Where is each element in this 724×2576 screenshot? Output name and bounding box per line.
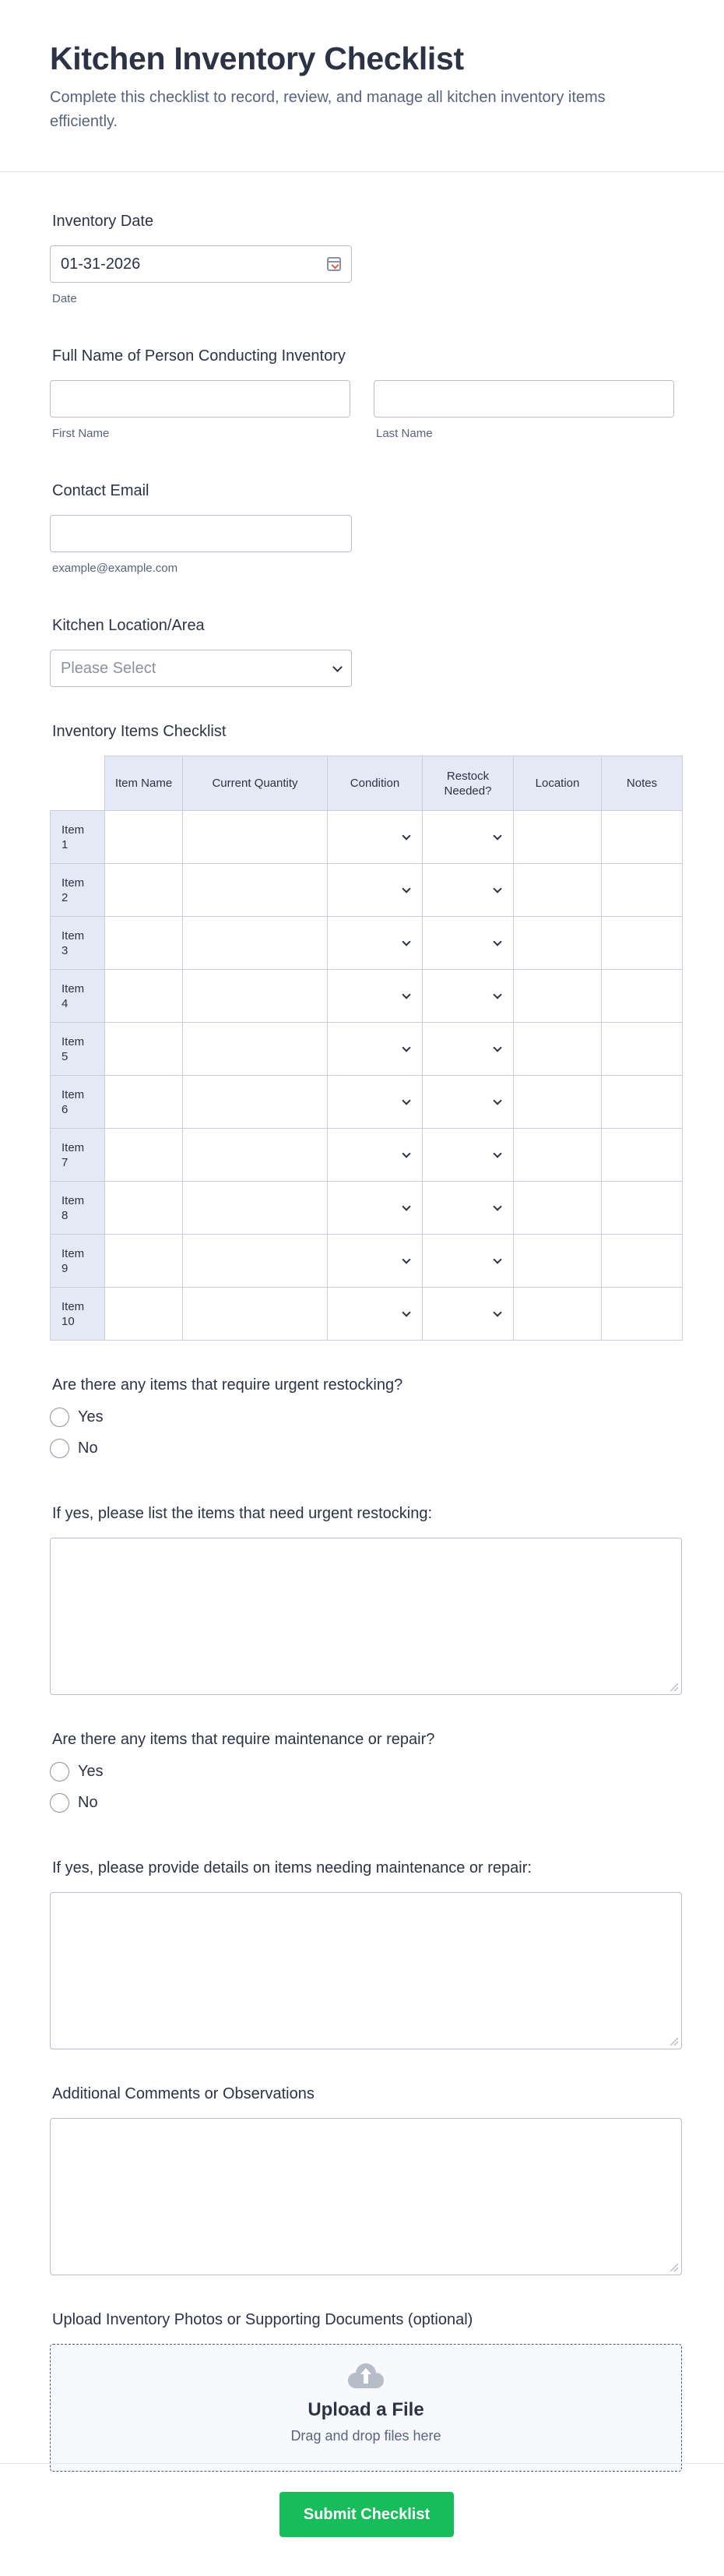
- urgent-yes-radio[interactable]: [50, 1408, 69, 1427]
- page-subtitle: Complete this checklist to record, review, and manage all kitchen inventory items efficiently.: [50, 89, 606, 130]
- matrix-input-cell[interactable]: [514, 970, 602, 1023]
- first-name-input[interactable]: [50, 380, 350, 418]
- matrix-input-cell[interactable]: [602, 917, 683, 970]
- matrix-input-cell[interactable]: [183, 1129, 328, 1182]
- table-row: [51, 1288, 683, 1341]
- matrix-input-cell[interactable]: [602, 1288, 683, 1341]
- upload-subtitle: Drag and drop files here: [290, 2428, 441, 2444]
- matrix-column-header: Current Quantity: [183, 756, 328, 811]
- matrix-input-cell[interactable]: [183, 1288, 328, 1341]
- matrix-input-cell[interactable]: [105, 1129, 183, 1182]
- matrix-input-cell[interactable]: [183, 864, 328, 917]
- cloud-upload-icon: [348, 2363, 384, 2388]
- matrix-row-header: Item 6: [51, 1076, 105, 1129]
- chevron-down-icon: [493, 1043, 501, 1052]
- matrix-row-header: Item 7: [51, 1129, 105, 1182]
- urgent-restock-label: Are there any items that require urgent restocking?: [52, 1376, 403, 1394]
- email-label: Contact Email: [52, 482, 149, 499]
- form-body: [0, 211, 724, 2472]
- chevron-down-icon: [402, 1096, 410, 1105]
- matrix-input-cell[interactable]: [602, 864, 683, 917]
- matrix-input-cell[interactable]: [514, 864, 602, 917]
- matrix-input-cell[interactable]: [514, 811, 602, 864]
- form-header: [0, 0, 724, 172]
- resize-grip-icon[interactable]: [670, 1683, 678, 1691]
- full-name-field: [50, 346, 674, 440]
- matrix-column-header: Condition: [328, 756, 423, 811]
- matrix-column-header: Notes: [602, 756, 683, 811]
- maintenance-field: [50, 1729, 674, 1813]
- matrix-dropdown-cell[interactable]: [328, 811, 423, 864]
- maintenance-yes-radio[interactable]: [50, 1762, 69, 1781]
- matrix-column-header: Location: [514, 756, 602, 811]
- matrix-dropdown-cell[interactable]: [328, 1288, 423, 1341]
- table-row: [51, 1129, 683, 1182]
- matrix-row-header: Item 1: [51, 811, 105, 864]
- maintenance-yes-option[interactable]: [50, 1762, 674, 1781]
- table-row: [51, 811, 683, 864]
- matrix-dropdown-cell[interactable]: [423, 864, 514, 917]
- urgent-yes-label: Yes: [78, 1408, 104, 1425]
- location-field: [50, 615, 674, 687]
- resize-grip-icon[interactable]: [670, 2264, 678, 2271]
- matrix-input-cell[interactable]: [105, 917, 183, 970]
- maintenance-details-textarea[interactable]: [50, 1892, 682, 2049]
- matrix-input-cell[interactable]: [105, 1023, 183, 1076]
- first-name-sublabel: First Name: [52, 427, 110, 440]
- matrix-dropdown-cell[interactable]: [423, 1129, 514, 1182]
- chevron-down-icon: [402, 884, 410, 893]
- chevron-down-icon: [402, 1255, 410, 1263]
- matrix-header-row: [51, 756, 683, 811]
- urgent-no-option[interactable]: [50, 1439, 674, 1458]
- matrix-dropdown-cell[interactable]: [423, 1182, 514, 1235]
- matrix-input-cell[interactable]: [602, 1182, 683, 1235]
- matrix-dropdown-cell[interactable]: [328, 1235, 423, 1288]
- checklist-label: Inventory Items Checklist: [52, 723, 227, 740]
- matrix-dropdown-cell[interactable]: [423, 970, 514, 1023]
- chevron-down-icon: [493, 1096, 501, 1105]
- comments-label: Additional Comments or Observations: [52, 2085, 315, 2102]
- matrix-dropdown-cell[interactable]: [328, 970, 423, 1023]
- matrix-row-header: Item 3: [51, 917, 105, 970]
- maintenance-no-radio[interactable]: [50, 1793, 69, 1813]
- table-row: [51, 1235, 683, 1288]
- chevron-down-icon: [402, 1202, 410, 1210]
- matrix-dropdown-cell[interactable]: [328, 1182, 423, 1235]
- urgent-restock-field: [50, 1375, 674, 1458]
- email-field: [50, 481, 674, 575]
- comments-field: [50, 2084, 674, 2275]
- matrix-input-cell[interactable]: [183, 1182, 328, 1235]
- table-row: [51, 970, 683, 1023]
- matrix-dropdown-cell[interactable]: [328, 864, 423, 917]
- page-title: Kitchen Inventory Checklist: [50, 41, 464, 76]
- table-row: [51, 1076, 683, 1129]
- inventory-date-field: [50, 211, 674, 305]
- matrix-input-cell[interactable]: [602, 811, 683, 864]
- matrix-row-header: Item 4: [51, 970, 105, 1023]
- matrix-row-header: Item 8: [51, 1182, 105, 1235]
- matrix-dropdown-cell[interactable]: [328, 1129, 423, 1182]
- chevron-down-icon: [493, 1202, 501, 1210]
- full-name-label: Full Name of Person Conducting Inventory: [52, 347, 346, 365]
- matrix-input-cell[interactable]: [105, 1288, 183, 1341]
- matrix-column-header: Restock Needed?: [423, 756, 514, 811]
- resize-grip-icon[interactable]: [670, 2038, 678, 2046]
- matrix-input-cell[interactable]: [105, 970, 183, 1023]
- matrix-dropdown-cell[interactable]: [423, 1076, 514, 1129]
- matrix-input-cell[interactable]: [183, 1076, 328, 1129]
- matrix-input-cell[interactable]: [514, 1129, 602, 1182]
- calendar-icon[interactable]: [327, 257, 341, 271]
- chevron-down-icon: [493, 937, 501, 946]
- chevron-down-icon: [402, 1043, 410, 1052]
- matrix-input-cell[interactable]: [183, 917, 328, 970]
- email-input[interactable]: [50, 515, 352, 552]
- matrix-input-cell[interactable]: [514, 917, 602, 970]
- matrix-input-cell[interactable]: [514, 1288, 602, 1341]
- matrix-body: [51, 811, 683, 1341]
- location-select[interactable]: [50, 650, 352, 687]
- matrix-input-cell[interactable]: [602, 1129, 683, 1182]
- location-placeholder: Please Select: [61, 659, 156, 677]
- urgent-no-label: No: [78, 1440, 98, 1457]
- matrix-dropdown-cell[interactable]: [423, 811, 514, 864]
- chevron-down-icon: [402, 1149, 410, 1158]
- matrix-dropdown-cell[interactable]: [423, 1235, 514, 1288]
- table-row: [51, 1182, 683, 1235]
- form-footer: [0, 2463, 724, 2576]
- matrix-input-cell[interactable]: [105, 864, 183, 917]
- chevron-down-icon: [493, 884, 501, 893]
- maintenance-no-label: No: [78, 1794, 98, 1811]
- urgent-list-textarea[interactable]: [50, 1538, 682, 1695]
- checklist-field: [50, 721, 674, 1341]
- matrix-row-header: Item 10: [51, 1288, 105, 1341]
- matrix-input-cell[interactable]: [514, 1235, 602, 1288]
- chevron-down-icon: [493, 990, 501, 999]
- last-name-input[interactable]: [374, 380, 674, 418]
- maintenance-label: Are there any items that require maintenance or repair?: [52, 1731, 435, 1748]
- urgent-list-field: [50, 1503, 674, 1695]
- urgent-yes-option[interactable]: [50, 1408, 674, 1427]
- inventory-date-input[interactable]: [50, 245, 352, 283]
- matrix-column-header: Item Name: [105, 756, 183, 811]
- matrix-input-cell[interactable]: [105, 1076, 183, 1129]
- upload-label: Upload Inventory Photos or Supporting Documents (optional): [52, 2311, 473, 2328]
- chevron-down-icon: [493, 1255, 501, 1263]
- file-upload-dropzone[interactable]: [50, 2344, 682, 2472]
- chevron-down-icon: [402, 990, 410, 999]
- matrix-input-cell[interactable]: [514, 1023, 602, 1076]
- maintenance-details-label: If yes, please provide details on items needing maintenance or repair:: [52, 1859, 532, 1876]
- submit-button[interactable]: Submit Checklist: [279, 2492, 454, 2537]
- matrix-input-cell[interactable]: [183, 1235, 328, 1288]
- matrix-dropdown-cell[interactable]: [423, 917, 514, 970]
- location-label: Kitchen Location/Area: [52, 617, 205, 634]
- maintenance-details-field: [50, 1858, 674, 2049]
- matrix-input-cell[interactable]: [105, 1182, 183, 1235]
- upload-field: [50, 2310, 674, 2472]
- chevron-down-icon: [332, 662, 343, 672]
- matrix-dropdown-cell[interactable]: [328, 1076, 423, 1129]
- email-sublabel: example@example.com: [52, 562, 178, 575]
- matrix-row-header: Item 9: [51, 1235, 105, 1288]
- inventory-date-sublabel: Date: [52, 292, 77, 305]
- upload-title: Upload a File: [308, 2399, 424, 2420]
- table-row: [51, 917, 683, 970]
- inventory-matrix: [50, 756, 683, 1341]
- comments-textarea[interactable]: [50, 2118, 682, 2275]
- chevron-down-icon: [493, 1149, 501, 1158]
- table-row: [51, 1023, 683, 1076]
- urgent-no-radio[interactable]: [50, 1439, 69, 1458]
- matrix-input-cell[interactable]: [602, 1023, 683, 1076]
- matrix-input-cell[interactable]: [105, 811, 183, 864]
- matrix-row-header: Item 5: [51, 1023, 105, 1076]
- inventory-date-label: Inventory Date: [52, 213, 154, 230]
- matrix-dropdown-cell[interactable]: [423, 1288, 514, 1341]
- matrix-row-header: Item 2: [51, 864, 105, 917]
- chevron-down-icon: [493, 1308, 501, 1316]
- matrix-dropdown-cell[interactable]: [328, 1023, 423, 1076]
- matrix-input-cell[interactable]: [183, 811, 328, 864]
- inventory-date-value: 01-31-2026: [61, 255, 141, 273]
- matrix-input-cell[interactable]: [514, 1182, 602, 1235]
- chevron-down-icon: [402, 1308, 410, 1316]
- maintenance-yes-label: Yes: [78, 1763, 104, 1780]
- chevron-down-icon: [402, 831, 410, 840]
- matrix-input-cell[interactable]: [105, 1235, 183, 1288]
- matrix-input-cell[interactable]: [183, 1023, 328, 1076]
- chevron-down-icon: [493, 831, 501, 840]
- chevron-down-icon: [402, 937, 410, 946]
- matrix-input-cell[interactable]: [602, 1235, 683, 1288]
- matrix-input-cell[interactable]: [514, 1076, 602, 1129]
- last-name-sublabel: Last Name: [376, 427, 433, 440]
- urgent-list-label: If yes, please list the items that need urgent restocking:: [52, 1505, 433, 1522]
- matrix-corner: [51, 756, 105, 811]
- table-row: [51, 864, 683, 917]
- matrix-input-cell[interactable]: [602, 1076, 683, 1129]
- matrix-dropdown-cell[interactable]: [423, 1023, 514, 1076]
- maintenance-no-option[interactable]: [50, 1793, 674, 1813]
- matrix-dropdown-cell[interactable]: [328, 917, 423, 970]
- matrix-input-cell[interactable]: [183, 970, 328, 1023]
- matrix-input-cell[interactable]: [602, 970, 683, 1023]
